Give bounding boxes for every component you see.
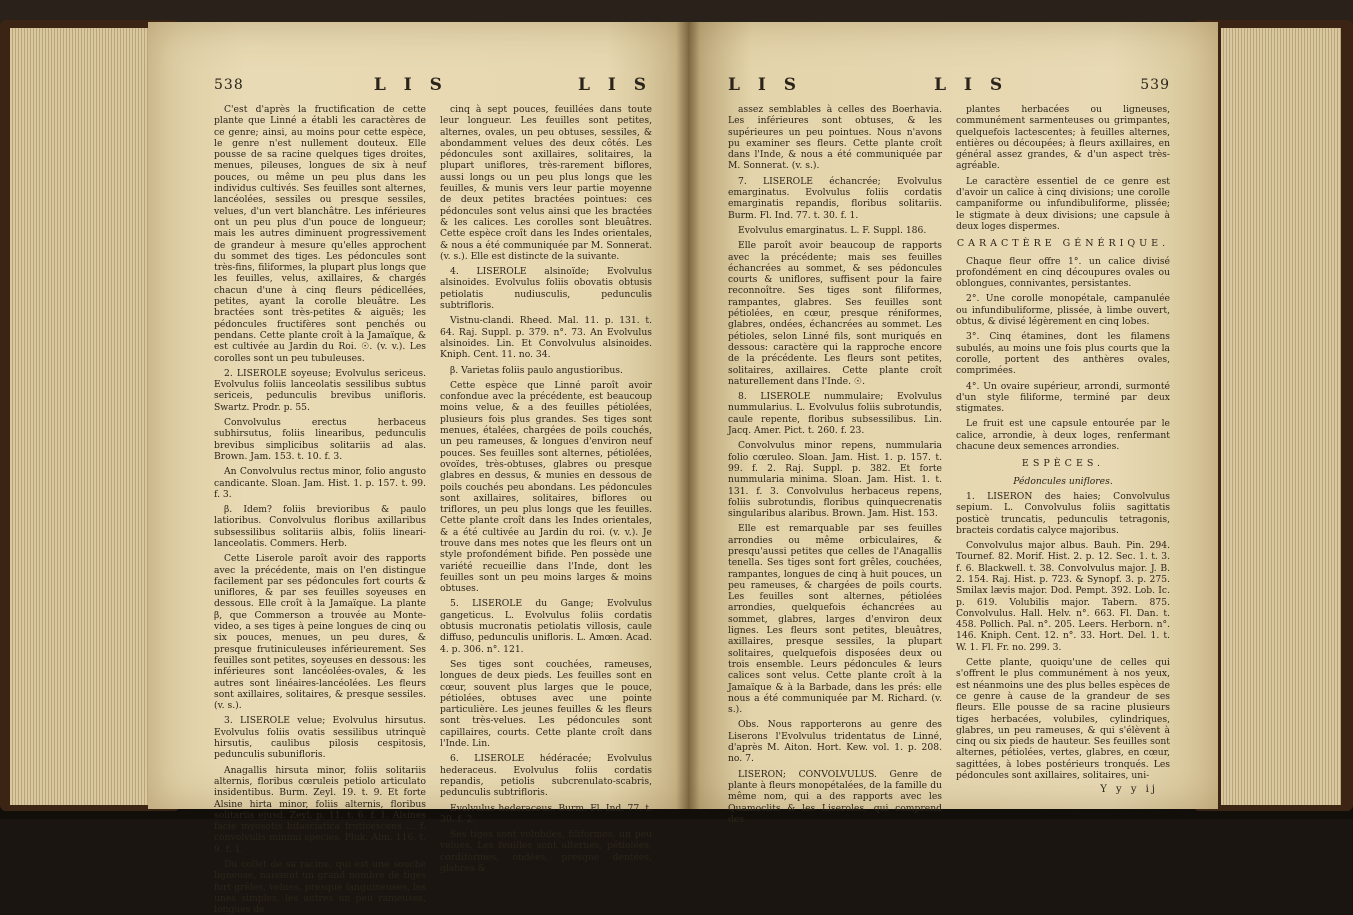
paragraph: plantes herbacées ou ligneuses, communément sarmenteuses ou grimpantes, quelquefois lactescentes; à feuilles alternes, entières ou découpées; à fleurs axillaires, en général assez grandes, & d'un aspect très-agréable. bbox=[956, 104, 1170, 172]
page-number: 538 bbox=[214, 77, 244, 93]
left-page bbox=[148, 22, 688, 915]
signature-mark: Y y y ij bbox=[1100, 784, 1158, 795]
right-column-1 bbox=[728, 104, 942, 825]
right-page bbox=[688, 22, 1218, 825]
paragraph: Le fruit est une capsule entourée par le calice, arrondie, à deux loges, renfermant chacune deux semences arrondies. bbox=[956, 418, 1170, 453]
paragraph: Pédoncules uniflores. bbox=[1013, 475, 1113, 487]
paragraph: 7. LISEROLE échancrée; Evolvulus emarginatus. Evolvulus foliis cordatis emarginatis repandis, floribus solitariis. Burm. Fl. Ind. 77. t. 30. f. 1. bbox=[728, 175, 942, 221]
book-gutter bbox=[676, 22, 700, 809]
running-head: L I S bbox=[373, 75, 448, 95]
paragraph: Obs. Nous rapporterons au genre des Liserons l'Evolvulus tridentatus de Linné, d'après M. Aiton. Hort. Kew. vol. 1. p. 208. no. 7. bbox=[728, 719, 942, 765]
page-edges-right bbox=[1221, 28, 1341, 805]
paragraph: C'est d'après la fructification de cette plante que Linné a établi les caractères de ce genre; ainsi, au moins pour cette espèce, le genre n'est nullement douteux. Elle pousse de sa racine quelques tiges droites, menues, pileuses, longues de six à neuf pouces, ou même un peu plus dans les individus cultivés. Ses feuilles sont alternes, lancéolées, sessiles ou presque sessiles, velues, d'un vert blanchâtre. Les inférieures ont un peu plus d'un pouce de longueur; mais les autres diminuent progressivement de grandeur à mesure qu'elles approchent du sommet des tiges. Les pédoncules sont très-fins, filiformes, la plupart plus longs que les feuilles, velus, axillaires, & chargés chacun d'une à cinq fleurs pédicellées, petites, ayant la corolle bleuâtre. Les bractées sont très-petites & aiguës; les pédoncules fructifères sont penchés ou pendans. Cette plante croît à la Jamaïque, & est cultivée au Jardin du Roi. ☉. (v. v.). Les corolles sont un peu tubuleuses. bbox=[214, 104, 426, 364]
paragraph: Evolvulus emarginatus. L. F. Suppl. 186. bbox=[738, 224, 927, 236]
paragraph: Le caractère essentiel de ce genre est d'avoir un calice à cinq divisions; une corolle campaniforme ou infundibuliforme, plissée; le stigmate à deux divisions; une capsule à deux loges dispermes. bbox=[956, 175, 1170, 232]
paragraph: 3°. Cinq étamines, dont les filamens subulés, au moins une fois plus courts que la corolle, portent des anthères ovales, comprimées. bbox=[956, 331, 1170, 377]
paragraph: Vistnu-clandi. Rheed. Mal. 11. p. 131. t. 64. Raj. Suppl. p. 379. n°. 73. An Evolvulus alsinoides. Lin. Et Convolvulus alsinoides. Kniph. Cent. 11. no. 34. bbox=[440, 315, 652, 361]
running-head-repeat: L I S bbox=[934, 75, 1009, 95]
left-page-header bbox=[214, 72, 652, 98]
left-page-columns bbox=[214, 104, 652, 915]
paragraph: 2°. Une corolle monopétale, campanulée ou infundibuliforme, plissée, à limbe ouvert, obtus, & divisé légèrement en cinq lobes. bbox=[956, 293, 1170, 328]
paragraph: An Convolvulus rectus minor, folio angusto candicante. Sloan. Jam. Hist. 1. p. 157. t. 99. f. 3. bbox=[214, 466, 426, 500]
paragraph: 1. LISERON des haies; Convolvulus sepium. L. Convolvulus foliis sagittatis posticè truncatis, pedunculis tetragonis, bracteis cordatis calyce majoribus. bbox=[956, 490, 1170, 536]
paragraph: β. Idem? foliis brevioribus & paulo latioribus. Convolvulus floribus axillaribus subsessilibus solitariis albis, foliis lineari-lanceolatis. Commers. Herb. bbox=[214, 504, 426, 549]
paragraph: CARACTÈRE GÉNÉRIQUE. bbox=[956, 238, 1170, 250]
page-number: 539 bbox=[1140, 77, 1170, 93]
left-column-2 bbox=[440, 104, 652, 874]
paragraph: Anagallis hirsuta minor, foliis solitariis alternis, floribus cœruleis petiolo articulato insidentibus. Burm. Zeyl. 19. t. 9. Et forte Alsine hirta minor, foliis alternis, floribus solitariis ejusd. Zeyl. p. 11. t. 6. f. 1. Alsines facie myosotis bifasciatica fruticescens ... f. convolvulis minimi species. Pluk. Alm. 116. t. 9. f. 1. bbox=[214, 764, 426, 855]
paragraph: 4°. Un ovaire supérieur, arrondi, surmonté d'un style filiforme, terminé par deux stigmates. bbox=[956, 380, 1170, 415]
paragraph: LISERON; CONVOLVULUS. Genre de plante à fleurs monopétalées, de la famille du même nom, qui a des rapports avec les Quamoclits & les Liseroles, qui comprend des bbox=[728, 768, 942, 825]
right-page-columns bbox=[728, 104, 1170, 825]
paragraph: Evolvulus hederaceus. Burm. Fl. Ind. 77. t. 30. f. 2. bbox=[440, 802, 652, 825]
paragraph: assez semblables à celles des Boerhavia. Les inférieures sont obtuses, & les supérieures un peu pointues. Nous n'avons pu examiner ses fleurs. Cette plante croît dans l'Inde, & nous a été communiquée par M. Sonnerat. (v. s.). bbox=[728, 104, 942, 172]
paragraph: Ses tiges sont couchées, rameuses, longues de deux pieds. Les feuilles sont en cœur, souvent plus larges que le pouce, pétiolées, obtuses avec une pointe particulière. Les jeunes feuilles & les fleurs sont très-velues. Les pédoncules sont capillaires, courts. Cette plante croît dans l'Inde. Lin. bbox=[440, 658, 652, 750]
paragraph: Cette Liserole paroît avoir des rapports avec la précédente, mais on l'en distingue facilement par ses pédoncules fort courts & uniflores, & par ses feuilles soyeuses en dessous. Elle croît à la Jamaïque. La plante β, que Commerson a trouvée au Monte-video, a ses tiges à peine longues de cinq ou six pouces, menues, un peu dures, & presque frutiniculeuses inférieurement. Ses feuilles sont petites, soyeuses en dessous: les inférieures sont lancéolées-ovales, & les autres sont linéaires-lancéolées. Les fleurs sont axillaires, solitaires, & presque sessiles. (v. s.). bbox=[214, 553, 426, 712]
paragraph: 4. LISEROLE alsinoïde; Evolvulus alsinoides. Evolvulus foliis obovatis obtusis petiolatis nudiusculis, pedunculis subtrifloris. bbox=[440, 266, 652, 312]
paragraph: Cette plante, quoiqu'une de celles qui s'offrent le plus communément à nos yeux, est néanmoins une des plus belles espèces de ce genre à cause de la grandeur de ses fleurs. Elle pousse de sa racine plusieurs tiges herbacées, volubiles, cylindriques, glabres, un peu rameuses, & qui s'élèvent à cinq ou six pieds de hauteur. Ses feuilles sont alternes, pétiolées, vertes, glabres, en cœur, sagittées, à lobes postérieurs tronqués. Les pédoncules sont axillaires, solitaires, uni- bbox=[956, 657, 1170, 782]
paragraph: Chaque fleur offre 1°. un calice divisé profondément en cinq découpures ovales ou oblongues, connivantes, persistantes. bbox=[956, 255, 1170, 290]
right-column-2 bbox=[956, 104, 1170, 797]
paragraph: Elle est remarquable par ses feuilles arrondies ou même orbiculaires, & presqu'aussi petites que celles de l'Anagallis tenella. Ses tiges sont fort grêles, couchées, rampantes, longues de cinq à huit pouces, un peu rameuses, & chargées de poils courts. Les feuilles sont alternes, pétiolées arrondies, quelquefois échancrées au sommet, glabres, larges d'environ deux lignes. Les fleurs sont petites, bleuâtres, axillaires, presque sessiles, la plupart solitaires, quelquefois disposées deux ou trois ensemble. Leurs pédoncules & leurs calices sont velus. Cette plante croît à la Jamaïque & à la Barbade, dans les prés: elle nous a été communiquée par M. Richard. (v. s.). bbox=[728, 523, 942, 716]
paragraph: Elle paroît avoir beaucoup de rapports avec la précédente; mais ses feuilles échancrées au sommet, & ses pédoncules courts & uniflores, suffisent pour la faire reconnoître. Ses tiges sont filiformes, rampantes, glabres. Ses feuilles sont pétiolées, en cœur, presque réniformes, glabres, ondées, échancrées au sommet. Les pétioles, selon Linné fils, sont muriqués en dessous: caractère qui la rapproche encore de la précédente. Les fleurs sont petites, solitaires, axillaires. Cette plante croît naturellement dans l'Inde. ☉. bbox=[728, 240, 942, 387]
paragraph: Cette espèce que Linné paroît avoir confondue avec la précédente, est beaucoup moins velue, & a des feuilles pétiolées, plusieurs fois plus grandes. Ses tiges sont menues, étalées, chargées de poils couchés, un peu rameuses, & longues d'environ neuf pouces. Ses feuilles sont alternes, pétiolées, ovoïdes, très-obtuses, glabres ou presque glabres en dessus, & munies en dessous de poils couchés peu abondans. Les pédoncules sont axillaires, solitaires, biflores ou triflores, un peu plus longs que les feuilles. Cette plante croît dans les Indes orientales, & a été cultivée au Jardin du roi. (v. v.). Je trouve dans mes notes que les fleurs ont un style profondément bifide. Pen possède une variété recueillie dans l'Inde, dont les feuilles sont un peu moins larges & moins obtuses. bbox=[440, 379, 652, 595]
page-edges-left bbox=[10, 28, 150, 805]
paragraph: 5. LISEROLE du Gange; Evolvulus gangeticus. L. Evolvulus foliis cordatis obtusis mucronatis petiolatis villosis, caule diffuso, pedunculis unifloris. L. Amœn. Acad. 4. p. 306. n°. 121. bbox=[440, 598, 652, 655]
paragraph: 8. LISEROLE nummulaire; Evolvulus nummularius. L. Evolvulus foliis subrotundis, caule repente, floribus subsessilibus. Lin. Jacq. Amer. Pict. t. 260. f. 23. bbox=[728, 391, 942, 437]
paragraph: 6. LISEROLE hédéracée; Evolvulus hederaceus. Evolvulus foliis cordatis repandis, petiolis subcrenulato-scabris, pedunculis subtrifloris. bbox=[440, 753, 652, 799]
paragraph: Convolvulus erectus herbaceus subhirsutus, foliis linearibus, pedunculis brevibus simplicibus solitariis ad alas. Brown. Jam. 153. t. 10. f. 3. bbox=[214, 417, 426, 462]
paragraph: Convolvulus major albus. Bauh. Pin. 294. Tournef. 82. Morif. Hist. 2. p. 12. Sec. 1. t. 3. f. 6. Blackwell. t. 38. Convolvulus major. J. B. 2. 154. Raj. Hist. p. 723. & Synopf. 3. p. 275. Smilax lævis major. Dod. Pempt. 392. Lob. Ic. p. 619. Volubilis major. Tabern. 875. Convolvulus. Hall. Helv. n°. 663. Fl. Dan. t. 458. Pollich. Pal. n°. 205. Leers. Herborn. n°. 146. Kniph. Cent. 12. n°. 33. Hort. Del. 1. t. W. 1. Fl. Fr. no. 299. 3. bbox=[956, 540, 1170, 653]
running-head: L I S bbox=[728, 75, 803, 95]
paragraph: 2. LISEROLE soyeuse; Evolvulus sericeus. Evolvulus foliis lanceolatis sessilibus subtus sericeis, pedunculis brevibus unifloris. Swartz. Prodr. p. 55. bbox=[214, 367, 426, 413]
paragraph: β. Varietas foliis paulo angustioribus. bbox=[450, 364, 623, 376]
running-head-repeat: L I S bbox=[577, 75, 652, 95]
paragraph: Du collet de sa racine, qui est une souche ligneuse, naissent un grand nombre de tiges fort grêles, velues, presque languineuses, les unes simples, les autres un peu rameuses, longues de bbox=[214, 859, 426, 915]
paragraph: Ses tiges sont volubiles, filiformes, un peu velues. Les feuilles sont alternes, pétiolées, cordiformes, ondées, presque dentées, glabres & bbox=[440, 829, 652, 874]
paragraph: Convolvulus minor repens, nummularia folio cœruleo. Sloan. Jam. Hist. 1. p. 157. t. 99. f. 2. Raj. Suppl. p. 382. Et forte nummularia minima. Sloan. Jam. Hist. 1. t. 131. f. 3. Convolvulus herbaceus repens, foliis subrotundis, floribus quinquecrenatis singularibus alaribus. Brown. Jam. Hist. 153. bbox=[728, 440, 942, 520]
left-column-1 bbox=[214, 104, 426, 915]
right-page-header bbox=[728, 72, 1170, 98]
paragraph: 3. LISEROLE velue; Evolvulus hirsutus. Evolvulus foliis ovatis sessilibus utrinquè hirsutis, caulibus pilosis cespitosis, pedunculis subunifloris. bbox=[214, 715, 426, 761]
paragraph: ESPÈCES. bbox=[1021, 458, 1105, 470]
paragraph: cinq à sept pouces, feuillées dans toute leur longueur. Les feuilles sont petites, alternes, ovales, un peu obtuses, sessiles, & abondamment velues des deux côtés. Les pédoncules sont axillaires, solitaires, la plupart uniflores, très-rarement biflores, aussi longs ou un peu plus longs que les feuilles, & munis vers leur partie moyenne de deux petites bractées pointues: ces pédoncules sont velus ainsi que les bractées & les calices. Les corolles sont bleuâtres. Cette espèce croît dans les Indes orientales, & nous a été communiquée par M. Sonnerat. (v. s.). Elle est distincte de la suivante. bbox=[440, 104, 652, 262]
